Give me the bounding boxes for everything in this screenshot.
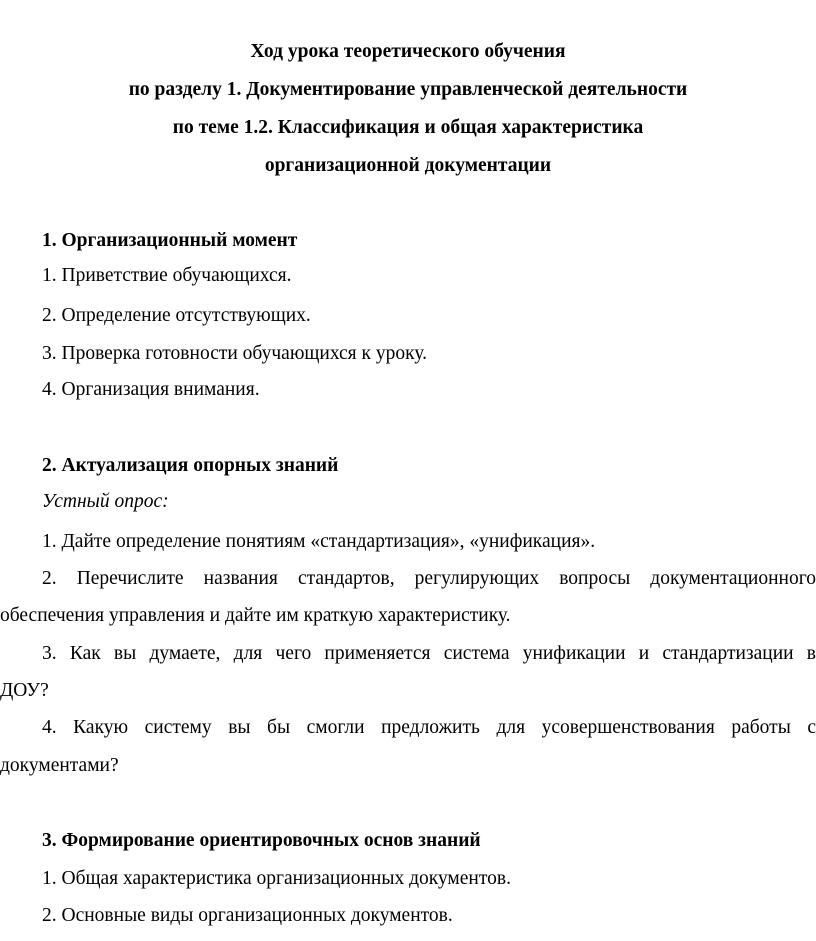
- list-item: 1. Приветствие обучающихся.: [42, 265, 292, 286]
- section-1-title: 1. Организационный момент: [42, 230, 298, 251]
- question-4-line-1: 4. Какую систему вы бы смогли предложить для усовершенствования работы с: [42, 717, 816, 738]
- section-3-title: 3. Формирование ориентировочных основ знаний: [42, 830, 481, 851]
- question-2-line-1: 2. Перечислите названия стандартов, регулирующих вопросы документационного: [42, 568, 816, 589]
- question-2-line-2: обеспечения управления и дайте им краткую характеристику.: [0, 605, 511, 626]
- question-1: 1. Дайте определение понятиям «стандартизация», «унификация».: [42, 531, 596, 552]
- section-2-title: 2. Актуализация опорных знаний: [42, 455, 339, 476]
- list-item: 1. Общая характеристика организационных документов.: [42, 868, 511, 889]
- list-item: 2. Определение отсутствующих.: [42, 305, 311, 326]
- section-2-subtitle: Устный опрос:: [42, 491, 169, 512]
- list-item: 4. Организация внимания.: [42, 379, 260, 400]
- question-4-line-2: документами?: [0, 755, 119, 776]
- list-item: 2. Основные виды организационных документов.: [42, 905, 453, 926]
- topic-heading: по теме 1.2. Классификация и общая характеристика: [172, 117, 644, 138]
- question-3-line-2: ДОУ?: [0, 680, 49, 701]
- topic-heading-continued: организационной документации: [264, 155, 552, 176]
- lesson-heading: Ход урока теоретического обучения: [250, 41, 566, 62]
- section-heading: по разделу 1. Документирование управленческой деятельности: [128, 79, 688, 100]
- question-3-line-1: 3. Как вы думаете, для чего применяется система унификации и стандартизации в: [42, 643, 816, 664]
- list-item: 3. Проверка готовности обучающихся к уроку.: [42, 343, 427, 364]
